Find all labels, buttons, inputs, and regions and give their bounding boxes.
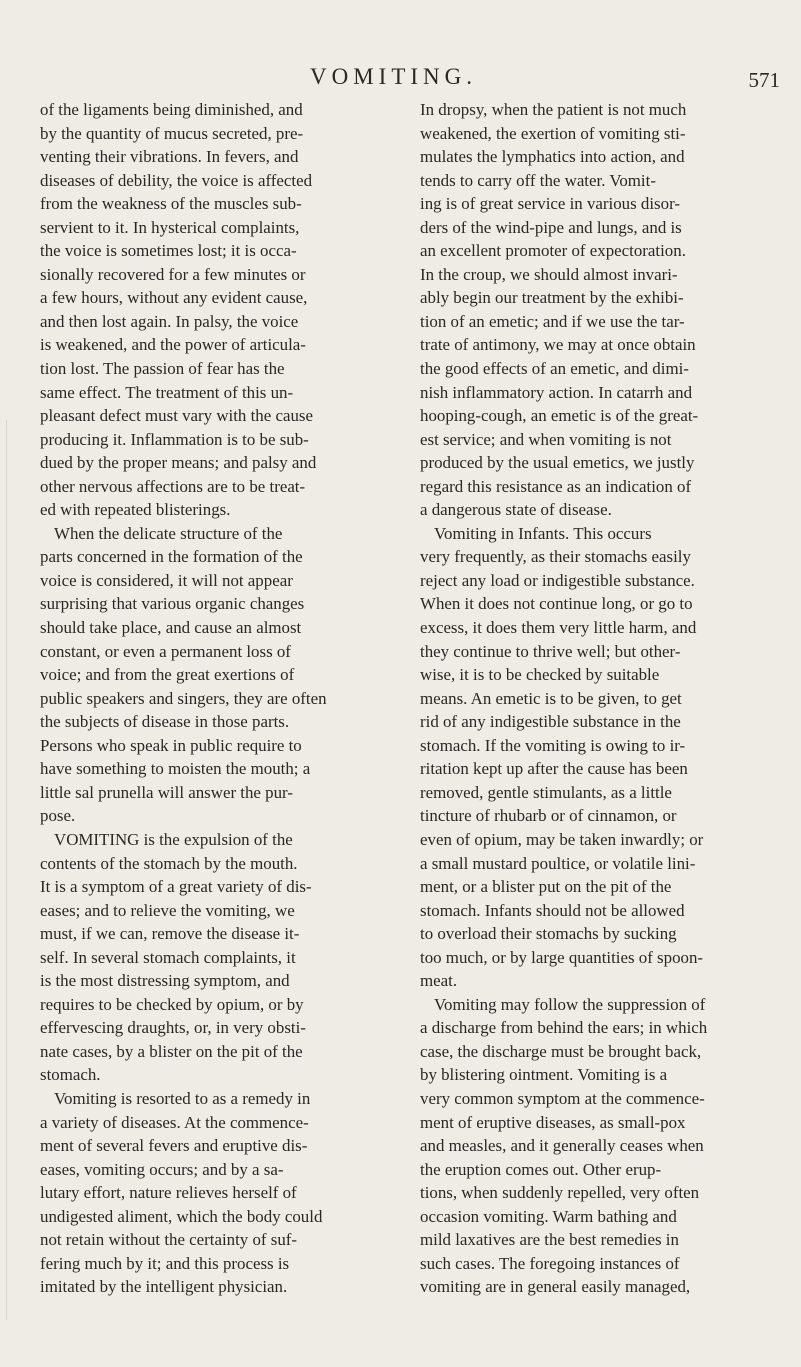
text-line: an excellent promoter of expectoration. [420,241,686,261]
text-line: a dangerous state of disease. [420,500,612,520]
text-line: too much, or by large quantities of spoon- [420,947,704,967]
text-line: they continue to thrive well; but other- [420,641,681,661]
text-line: a small mustard poultice, or volatile lini- [420,853,696,873]
text-line: public speakers and singers, they are often [40,688,327,708]
text-line: nate cases, by a blister on the pit of the [40,1041,303,1061]
page-number: 571 [748,68,780,92]
text-line: constant, or even a permanent loss of [40,641,291,661]
text-line: case, the discharge must be brought back, [420,1041,702,1061]
text-line: imitated by the intelligent physician. [40,1277,288,1297]
text-line: a discharge from behind the ears; in which [420,1018,708,1038]
page-header [310,64,780,94]
text-line: from the weakness of the muscles sub- [40,194,302,214]
text-line: same effect. The treatment of this un- [40,382,294,402]
text-line: est service; and when vomiting is not [420,429,672,449]
text-line: ment of several fevers and eruptive dis- [40,1136,308,1156]
text-line: tions, when suddenly repelled, very often [420,1183,700,1203]
text-line: tincture of rhubarb or of cinnamon, or [420,806,677,826]
text-line: In dropsy, when the patient is not much [420,100,687,119]
text-line: ment, or a blister put on the pit of the [420,877,672,897]
text-line: ment of eruptive diseases, as small-pox [420,1112,686,1132]
text-line: self. In several stomach complaints, it [40,947,296,967]
text-line: dued by the proper means; and palsy and [40,453,317,473]
text-line: means. An emetic is to be given, to get [420,688,682,708]
text-line: reject any load or indigestible substance. [420,570,695,590]
text-line: stomach. Infants should not be allowed [420,900,685,920]
text-line: voice; and from the great exertions of [40,665,295,685]
text-line: eases, vomiting occurs; and by a sa- [40,1159,284,1179]
left-text-column [40,98,388,1299]
text-line: the subjects of disease in those parts. [40,712,290,732]
text-line: Persons who speak in public require to [40,735,302,755]
text-line: venting their vibrations. In fevers, and [40,147,299,167]
text-line: requires to be checked by opium, or by [40,994,304,1014]
text-line: ed with repeated blisterings. [40,500,231,520]
text-line: servient to it. In hysterical complaints, [40,217,300,237]
text-line: stomach. [40,1065,101,1085]
text-line: mild laxatives are the best remedies in [420,1230,679,1250]
text-line: nish inflammatory action. In catarrh and [420,382,693,402]
text-line: meat. [420,971,458,991]
text-line: must, if we can, remove the disease it- [40,924,300,944]
text-line: eases; and to relieve the vomiting, we [40,900,295,920]
text-line: is the most distressing symptom, and [40,971,290,991]
text-line: trate of antimony, we may at once obtain [420,335,696,355]
text-line: and then lost again. In palsy, the voice [40,311,299,331]
text-line: tion lost. The passion of fear has the [40,359,285,379]
text-line: vomiting are in general easily managed, [420,1277,691,1297]
text-line: a few hours, without any evident cause, [40,288,308,308]
text-line: Vomiting may follow the suppression of [434,994,706,1014]
text-line: produced by the usual emetics, we justly [420,453,695,473]
text-line: mulates the lymphatics into action, and [420,147,685,167]
text-line: the good effects of an emetic, and dimi- [420,359,689,379]
text-line: Vomiting is resorted to as a remedy in [54,1088,311,1108]
text-line: diseases of debility, the voice is affected [40,170,313,190]
text-line: tends to carry off the water. Vomit- [420,170,656,190]
text-line: of the ligaments being diminished, and [40,100,303,119]
text-line: Vomiting in Infants. This occurs [434,523,652,543]
text-line: little sal prunella will answer the pur- [40,782,293,802]
text-line: other nervous affections are to be treat- [40,476,306,496]
text-line: by blistering ointment. Vomiting is a [420,1065,668,1085]
text-line: wise, it is to be checked by suitable [420,665,660,685]
text-line: ders of the wind-pipe and lungs, and is [420,217,682,237]
text-line: VOMITING is the expulsion of the [54,829,293,849]
text-line: removed, gentle stimulants, as a little [420,782,672,802]
running-head: VOMITING. [310,64,478,89]
text-line: the voice is sometimes lost; it is occa- [40,241,297,261]
text-line: lutary effort, nature relieves herself of [40,1183,297,1203]
text-line: parts concerned in the formation of the [40,547,303,567]
text-line: fering much by it; and this process is [40,1253,290,1273]
text-line: not retain without the certainty of suf- [40,1230,298,1250]
text-line: sionally recovered for a few minutes or [40,264,306,284]
text-line: is weakened, and the power of articula- [40,335,306,355]
text-line: undigested aliment, which the body could [40,1206,323,1226]
text-line: occasion vomiting. Warm bathing and [420,1206,677,1226]
text-line: pose. [40,806,76,826]
text-line: surprising that various organic changes [40,594,305,614]
text-line: ably begin our treatment by the exhibi- [420,288,684,308]
text-line: stomach. If the vomiting is owing to ir- [420,735,686,755]
text-line: and measles, and it generally ceases when [420,1136,704,1156]
text-line: rid of any indigestible substance in the [420,712,681,732]
text-line: In the croup, we should almost invari- [420,264,678,284]
text-line: contents of the stomach by the mouth. [40,853,298,873]
text-line: pleasant defect must vary with the cause [40,406,313,426]
text-line: very frequently, as their stomachs easily [420,547,691,567]
text-line: effervescing draughts, or, in very obsti- [40,1018,306,1038]
text-line: the eruption comes out. Other erup- [420,1159,662,1179]
text-line: When the delicate structure of the [54,523,283,543]
text-line: When it does not continue long, or go to [420,594,693,614]
text-line: such cases. The foregoing instances of [420,1253,680,1273]
text-line: a variety of diseases. At the commence- [40,1112,309,1132]
text-line: even of opium, may be taken inwardly; or [420,829,704,849]
text-line: It is a symptom of a great variety of dis- [40,877,312,897]
text-line: to overload their stomachs by sucking [420,924,677,944]
text-line: very common symptom at the commence- [420,1088,705,1108]
text-line: weakened, the exertion of vomiting sti- [420,123,686,143]
right-text-column [420,98,770,1299]
page-edge-shadow [6,420,7,1320]
text-line: should take place, and cause an almost [40,618,302,638]
text-line: ritation kept up after the cause has been [420,759,688,779]
text-line: excess, it does them very little harm, and [420,618,697,638]
text-line: producing it. Inflammation is to be sub- [40,429,309,449]
text-line: voice is considered, it will not appear [40,570,293,590]
text-line: tion of an emetic; and if we use the tar- [420,311,685,331]
text-line: have something to moisten the mouth; a [40,759,311,779]
text-line: ing is of great service in various disor- [420,194,680,214]
text-line: hooping-cough, an emetic is of the great- [420,406,699,426]
text-line: regard this resistance as an indication of [420,476,692,496]
text-line: by the quantity of mucus secreted, pre- [40,123,304,143]
